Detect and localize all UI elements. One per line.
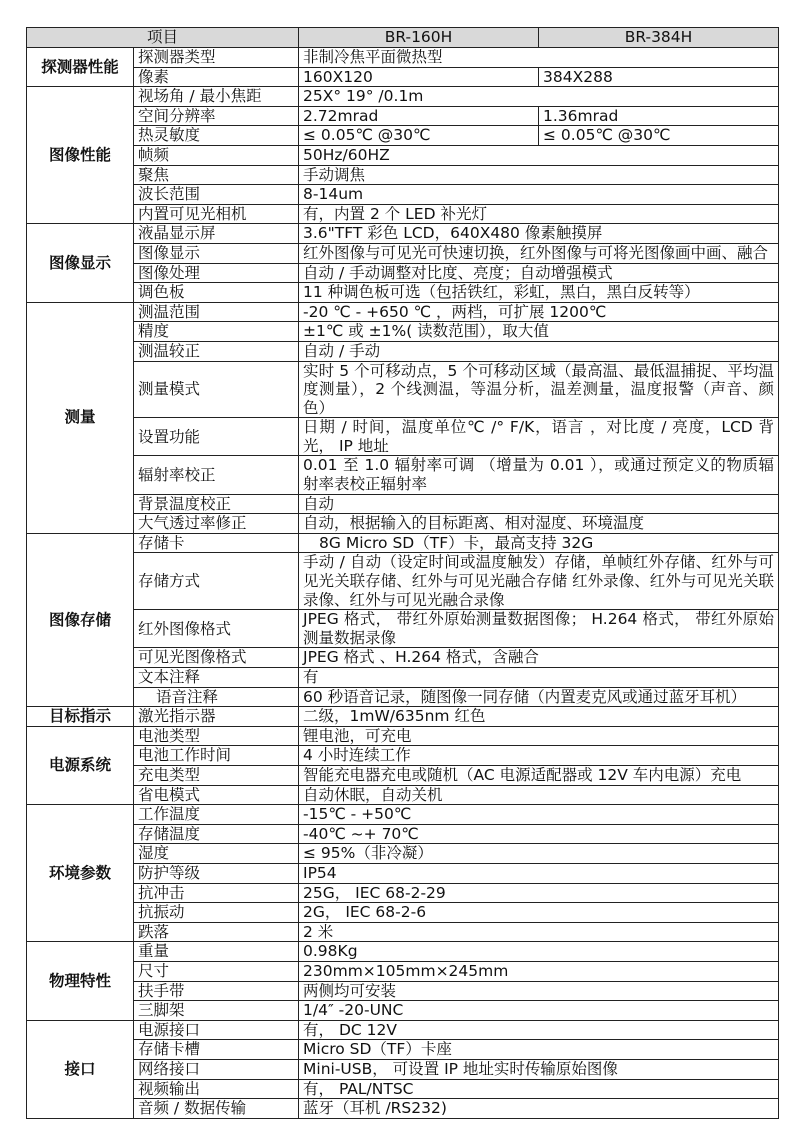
spec-row [27,1020,779,1040]
spec-row [27,687,779,707]
spec-row [27,145,779,165]
spec-row [27,361,779,418]
spec-row [27,922,779,942]
spec-label: 辐射率校正 [134,456,299,494]
spec-label: 大气透过率修正 [134,514,299,534]
spec-value: -20 ℃ - +650 ℃ ，两档，可扩展 1200℃ [299,302,779,322]
spec-label: 背景温度校正 [134,494,299,514]
spec-label: 测量模式 [134,361,299,418]
spec-row [27,283,779,303]
spec-value: 有 [299,668,779,688]
spec-row [27,165,779,185]
spec-row [27,981,779,1001]
spec-row [27,341,779,361]
spec-row [27,961,779,981]
spec-value: 230mm×105mm×245mm [299,961,779,981]
spec-label: 图像处理 [134,263,299,283]
spec-label: 图像显示 [134,243,299,263]
category-cell: 物理特性 [27,942,134,1020]
category-cell: 图像性能 [27,87,134,224]
category-cell: 图像存储 [27,533,134,706]
spec-value: 25X° 19° /0.1m [299,87,779,107]
spec-value: 自动 / 手动 [299,341,779,361]
spec-label: 精度 [134,322,299,342]
header-row [27,28,779,48]
spec-label: 视频输出 [134,1079,299,1099]
spec-label: 音频 / 数据传输 [134,1099,299,1119]
spec-value: 蓝牙（耳机 /RS232) [299,1099,779,1119]
spec-row [27,942,779,962]
spec-row [27,185,779,205]
spec-row [27,418,779,456]
category-cell: 目标指示 [27,707,134,727]
spec-value: 8-14um [299,185,779,205]
spec-value: 手动 / 自动（设定时间或温度触发）存储，单帧红外存储、红外与可见光关联存储、红外与可见光融合存储 红外录像、红外与可见光关联录像、红外与可见光融合录像 [299,553,779,610]
spec-value: 二级，1mW/635nm 红色 [299,707,779,727]
spec-value: IP54 [299,863,779,883]
spec-row [27,204,779,224]
spec-label: 三脚架 [134,1001,299,1021]
spec-value: Micro SD（TF）卡座 [299,1040,779,1060]
spec-label: 防护等级 [134,863,299,883]
spec-value: ≤ 0.05℃ @30℃ [299,126,539,146]
spec-row [27,844,779,864]
spec-value: ≤ 95%（非冷凝） [299,844,779,864]
category-cell: 测量 [27,302,134,533]
spec-label: 可见光图像格式 [134,648,299,668]
spec-label: 热灵敏度 [134,126,299,146]
spec-row [27,224,779,244]
spec-value: 2G， IEC 68-2-6 [299,903,779,923]
spec-value-b: ≤ 0.05℃ @30℃ [539,126,779,146]
category-cell: 探测器性能 [27,48,134,87]
spec-value: 自动 [299,494,779,514]
spec-value: -15℃ - +50℃ [299,805,779,825]
spec-label: 帧频 [134,145,299,165]
spec-label: 扶手带 [134,981,299,1001]
spec-row [27,707,779,727]
header-item: 项目 [27,28,299,48]
spec-value: 160X120 [299,67,539,87]
spec-value-b: 384X288 [539,67,779,87]
spec-label: 存储卡 [134,533,299,553]
spec-row [27,668,779,688]
spec-value-b: 1.36mrad [539,106,779,126]
spec-value: 3.6"TFT 彩色 LCD，640X480 像素触摸屏 [299,224,779,244]
spec-row [27,106,779,126]
spec-value: 锂电池，可充电 [299,726,779,746]
spec-label: 工作温度 [134,805,299,825]
spec-label: 跌落 [134,922,299,942]
spec-label: 抗振动 [134,903,299,923]
spec-row [27,863,779,883]
spec-row [27,785,779,805]
spec-row [27,766,779,786]
spec-row [27,553,779,610]
spec-row [27,805,779,825]
spec-value: ±1℃ 或 ±1%( 读数范围），取大值 [299,322,779,342]
spec-label: 尺寸 [134,961,299,981]
spec-row [27,1001,779,1021]
spec-label: 液晶显示屏 [134,224,299,244]
spec-label: 网络接口 [134,1059,299,1079]
spec-row [27,883,779,903]
spec-value: 2 米 [299,922,779,942]
spec-label: 省电模式 [134,785,299,805]
spec-row [27,302,779,322]
spec-value: 智能充电器充电或随机（AC 电源适配器或 12V 车内电源）充电 [299,766,779,786]
spec-label: 湿度 [134,844,299,864]
header-model-b: BR-384H [539,28,779,48]
spec-row [27,824,779,844]
spec-row [27,1099,779,1119]
spec-label: 电源接口 [134,1020,299,1040]
spec-value: JPEG 格式， 带红外原始测量数据图像； H.264 格式， 带红外原始测量数据录像 [299,610,779,648]
spec-value: 非制冷焦平面微热型 [299,48,779,68]
spec-label: 文本注释 [134,668,299,688]
spec-value: Mini-USB， 可设置 IP 地址实时传输原始图像 [299,1059,779,1079]
category-cell: 环境参数 [27,805,134,942]
spec-label: 红外图像格式 [134,610,299,648]
spec-value: 有， PAL/NTSC [299,1079,779,1099]
spec-row [27,514,779,534]
spec-table-body [27,28,779,1119]
spec-row [27,126,779,146]
spec-value: 4 小时连续工作 [299,746,779,766]
spec-value: 自动，根据输入的目标距离、相对湿度、环境温度 [299,514,779,534]
spec-label: 视场角 / 最小焦距 [134,87,299,107]
spec-label: 存储卡槽 [134,1040,299,1060]
spec-row [27,322,779,342]
spec-value: 日期 / 时间，温度单位℃ /° F/K，语言 ，对比度 / 亮度，LCD 背光， IP 地址 [299,418,779,456]
spec-label: 重量 [134,942,299,962]
spec-value: 两侧均可安装 [299,981,779,1001]
spec-label: 电池类型 [134,726,299,746]
spec-row [27,903,779,923]
spec-label: 测温较正 [134,341,299,361]
spec-label: 电池工作时间 [134,746,299,766]
category-cell: 电源系统 [27,726,134,804]
spec-value: 50Hz/60HZ [299,145,779,165]
spec-label: 波长范围 [134,185,299,205]
category-cell: 接口 [27,1020,134,1118]
spec-label: 抗冲击 [134,883,299,903]
spec-value: 红外图像与可见光可快速切换，红外图像与可将光图像画中画、融合 [299,243,779,263]
header-model-a: BR-160H [299,28,539,48]
spec-row [27,1079,779,1099]
spec-value: 手动调焦 [299,165,779,185]
spec-label: 激光指示器 [134,707,299,727]
spec-label: 聚焦 [134,165,299,185]
spec-row [27,726,779,746]
spec-row [27,48,779,68]
spec-label: 语音注释 [134,687,299,707]
spec-label: 存储温度 [134,824,299,844]
spec-value: 0.01 至 1.0 辐射率可调 （增量为 0.01 ），或通过预定义的物质辐射率表校正辐射率 [299,456,779,494]
spec-value: 自动休眠，自动关机 [299,785,779,805]
spec-value: 0.98Kg [299,942,779,962]
spec-value: 8G Micro SD（TF）卡，最高支持 32G [299,533,779,553]
spec-value: 2.72mrad [299,106,539,126]
spec-row [27,67,779,87]
spec-row [27,456,779,494]
spec-label: 设置功能 [134,418,299,456]
spec-value: 实时 5 个可移动点，5 个可移动区域（最高温、最低温捕捉、平均温度测量），2 个线测温，等温分析，温差测量，温度报警（声音、颜色） [299,361,779,418]
spec-value: 自动 / 手动调整对比度、亮度；自动增强模式 [299,263,779,283]
spec-row [27,610,779,648]
spec-row [27,494,779,514]
spec-label: 充电类型 [134,766,299,786]
spec-label: 空间分辨率 [134,106,299,126]
spec-row [27,1040,779,1060]
spec-row [27,533,779,553]
spec-table [26,27,779,1119]
spec-label: 测温范围 [134,302,299,322]
spec-row [27,263,779,283]
spec-value: -40℃ ~+ 70℃ [299,824,779,844]
spec-value: 25G， IEC 68-2-29 [299,883,779,903]
category-cell: 图像显示 [27,224,134,302]
spec-label: 探测器类型 [134,48,299,68]
spec-value: 有，内置 2 个 LED 补光灯 [299,204,779,224]
spec-label: 内置可见光相机 [134,204,299,224]
spec-label: 调色板 [134,283,299,303]
spec-row [27,746,779,766]
spec-value: 有， DC 12V [299,1020,779,1040]
spec-row [27,1059,779,1079]
spec-row [27,87,779,107]
spec-value: 60 秒语音记录，随图像一同存储（内置麦克风或通过蓝牙耳机） [299,687,779,707]
spec-value: 11 种调色板可选（包括铁红，彩虹，黑白，黑白反转等） [299,283,779,303]
spec-value: 1/4″ -20-UNC [299,1001,779,1021]
spec-label: 像素 [134,67,299,87]
spec-label: 存储方式 [134,553,299,610]
spec-value: JPEG 格式 、H.264 格式，含融合 [299,648,779,668]
spec-row [27,648,779,668]
spec-row [27,243,779,263]
